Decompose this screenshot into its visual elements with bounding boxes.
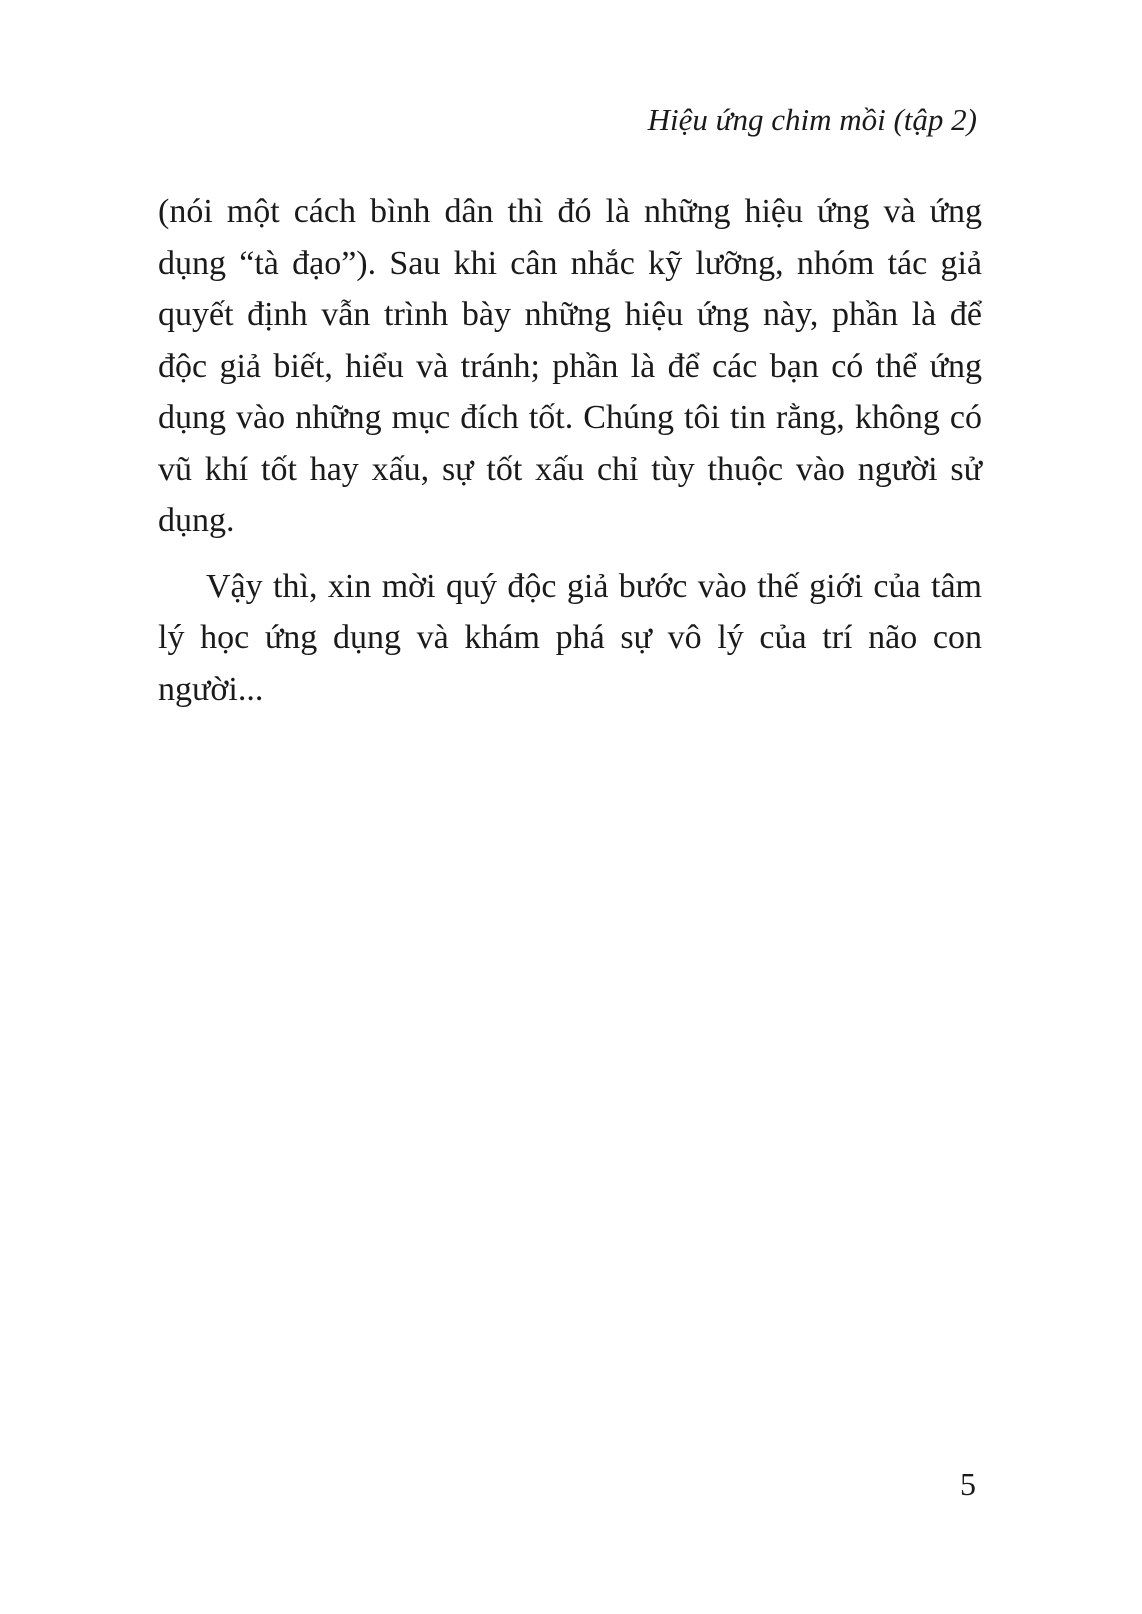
paragraph: Vậy thì, xin mời quý độc giả bước vào thế giới của tâm lý học ứng dụng và khám phá sự vô lý của trí não con người... xyxy=(158,567,982,708)
running-header-title: Hiệu ứng chim mồi (tập 2) xyxy=(647,102,977,137)
paragraph: (nói một cách bình dân thì đó là những hiệu ứng và ứng dụng “tà đạo”). Sau khi cân nhắc kỹ lưỡng, nhóm tác giả quyết định vẫn trình bày những hiệu ứng này, phần là để độc giả biết, hiểu và tránh; phần là để các bạn có thể ứng dụng vào những mục đích tốt. Chúng tôi tin rằng, không có vũ khí tốt hay xấu, sự tốt xấu chỉ tùy thuộc vào người sử dụng. xyxy=(158,193,982,539)
page-number: 5 xyxy=(960,1466,976,1502)
body-text xyxy=(158,186,982,715)
